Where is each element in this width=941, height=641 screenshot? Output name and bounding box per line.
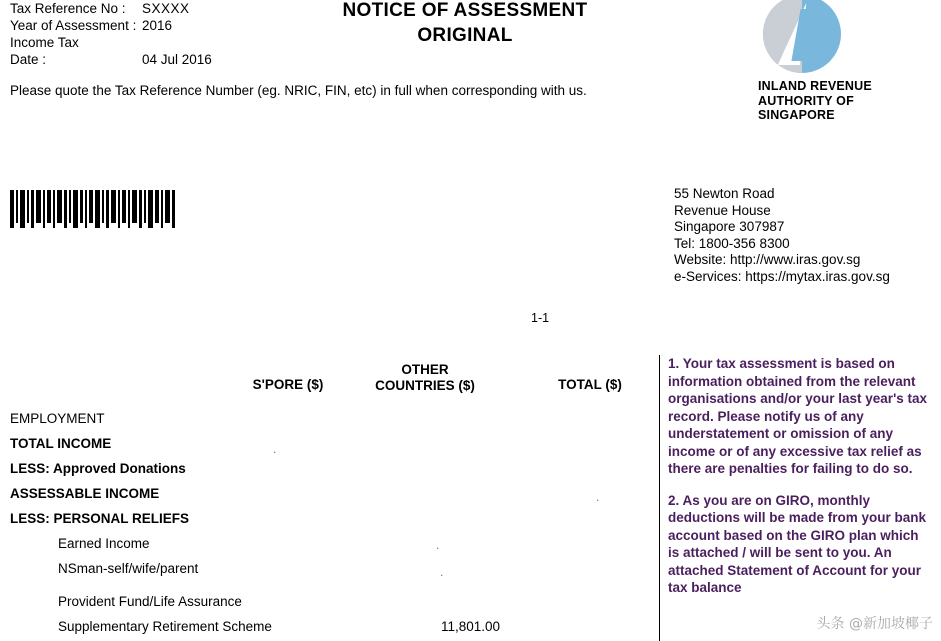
table-row bbox=[10, 506, 660, 531]
header-row-date bbox=[10, 51, 212, 68]
row-label-approved-donations: LESS: Approved Donations bbox=[10, 461, 186, 476]
table-row bbox=[10, 589, 660, 614]
iras-logo-line2: AUTHORITY OF bbox=[758, 93, 854, 108]
column-header-total: TOTAL ($) bbox=[558, 377, 622, 392]
row-marker-dot: . bbox=[440, 565, 444, 579]
header-row-income-tax bbox=[10, 34, 212, 51]
assessment-table bbox=[10, 362, 660, 639]
table-row bbox=[10, 456, 660, 481]
row-label-earned-income: Earned Income bbox=[58, 536, 150, 551]
quote-reference-note: Please quote the Tax Reference Number (eg. NRIC, FIN, etc) in full when corresponding with us. bbox=[10, 83, 587, 98]
table-row bbox=[10, 481, 660, 506]
header-row-year-of-assessment bbox=[10, 17, 212, 34]
table-row bbox=[10, 614, 660, 639]
date-label: Date : bbox=[10, 52, 47, 67]
income-tax-label: Income Tax bbox=[10, 35, 79, 50]
row-marker-dot: . bbox=[596, 490, 600, 504]
note-1: 1. Your tax assessment is based on information obtained from the relevant organisations and/or your last year's tax record. Please notify us of any understatement or omission of any income or of any excessive tax relief as there are penalties for failing to do so. bbox=[668, 356, 928, 476]
iras-emblem-icon bbox=[763, 0, 841, 73]
barcode bbox=[10, 190, 177, 232]
date-value: 04 Jul 2016 bbox=[142, 52, 212, 67]
column-header-other-countries bbox=[350, 362, 500, 394]
row-marker-dot: . bbox=[436, 538, 440, 552]
column-header-other-line1: OTHER bbox=[401, 362, 449, 377]
tax-reference-label: Tax Reference No : bbox=[10, 1, 126, 16]
iras-address-block bbox=[674, 186, 890, 285]
table-column-headers bbox=[10, 362, 660, 406]
address-website: Website: http://www.iras.gov.sg bbox=[674, 252, 861, 267]
page-title bbox=[240, 0, 690, 48]
watermark: 头条 @新加坡椰子 bbox=[816, 616, 933, 632]
row-label-provident-fund: Provident Fund/Life Assurance bbox=[58, 594, 242, 609]
tax-reference-value: SXXXX bbox=[142, 1, 190, 16]
row-amount-srs-other-countries: 11,801.00 bbox=[440, 619, 500, 634]
assessment-notes bbox=[668, 355, 932, 611]
row-label-srs: Supplementary Retirement Scheme bbox=[58, 619, 272, 634]
column-header-spore: S'PORE ($) bbox=[252, 377, 324, 392]
address-line-1: 55 Newton Road bbox=[674, 186, 775, 201]
iras-logo-line3: SINGAPORE bbox=[758, 108, 835, 122]
year-of-assessment-value: 2016 bbox=[142, 18, 173, 33]
row-marker-dot: . bbox=[273, 442, 277, 456]
table-row bbox=[10, 531, 660, 556]
iras-logo-text bbox=[758, 79, 938, 123]
page-title-line1: NOTICE OF ASSESSMENT bbox=[342, 0, 588, 21]
column-header-other-line2: COUNTRIES ($) bbox=[375, 378, 475, 393]
row-label-assessable-income: ASSESSABLE INCOME bbox=[10, 486, 160, 501]
iras-logo bbox=[758, 0, 938, 123]
year-of-assessment-label: Year of Assessment : bbox=[10, 18, 137, 33]
row-label-nsman: NSman-self/wife/parent bbox=[58, 561, 199, 576]
notes-divider bbox=[659, 355, 660, 641]
page-title-line2: ORIGINAL bbox=[417, 25, 513, 46]
note-2: 2. As you are on GIRO, monthly deductions will be made from your bank account based on the GIRO plan which is attached / will be sent to you. An attached Statement of Account for your tax balance bbox=[668, 492, 927, 595]
table-row bbox=[10, 431, 660, 456]
address-telephone: Tel: 1800-356 8300 bbox=[674, 235, 790, 251]
address-eservices: e-Services: https://mytax.iras.gov.sg bbox=[674, 268, 890, 284]
row-label-employment: EMPLOYMENT bbox=[10, 411, 105, 426]
table-row bbox=[10, 556, 660, 581]
table-row bbox=[10, 406, 660, 431]
page-number: 1-1 bbox=[531, 311, 550, 325]
iras-logo-line1: INLAND REVENUE bbox=[758, 79, 872, 93]
header-fields bbox=[10, 0, 212, 68]
address-line-3: Singapore 307987 bbox=[674, 219, 785, 234]
address-line-2: Revenue House bbox=[674, 202, 771, 218]
header-row-tax-reference bbox=[10, 0, 212, 17]
row-label-total-income: TOTAL INCOME bbox=[10, 436, 112, 451]
row-label-personal-reliefs: LESS: PERSONAL RELIEFS bbox=[10, 511, 190, 526]
